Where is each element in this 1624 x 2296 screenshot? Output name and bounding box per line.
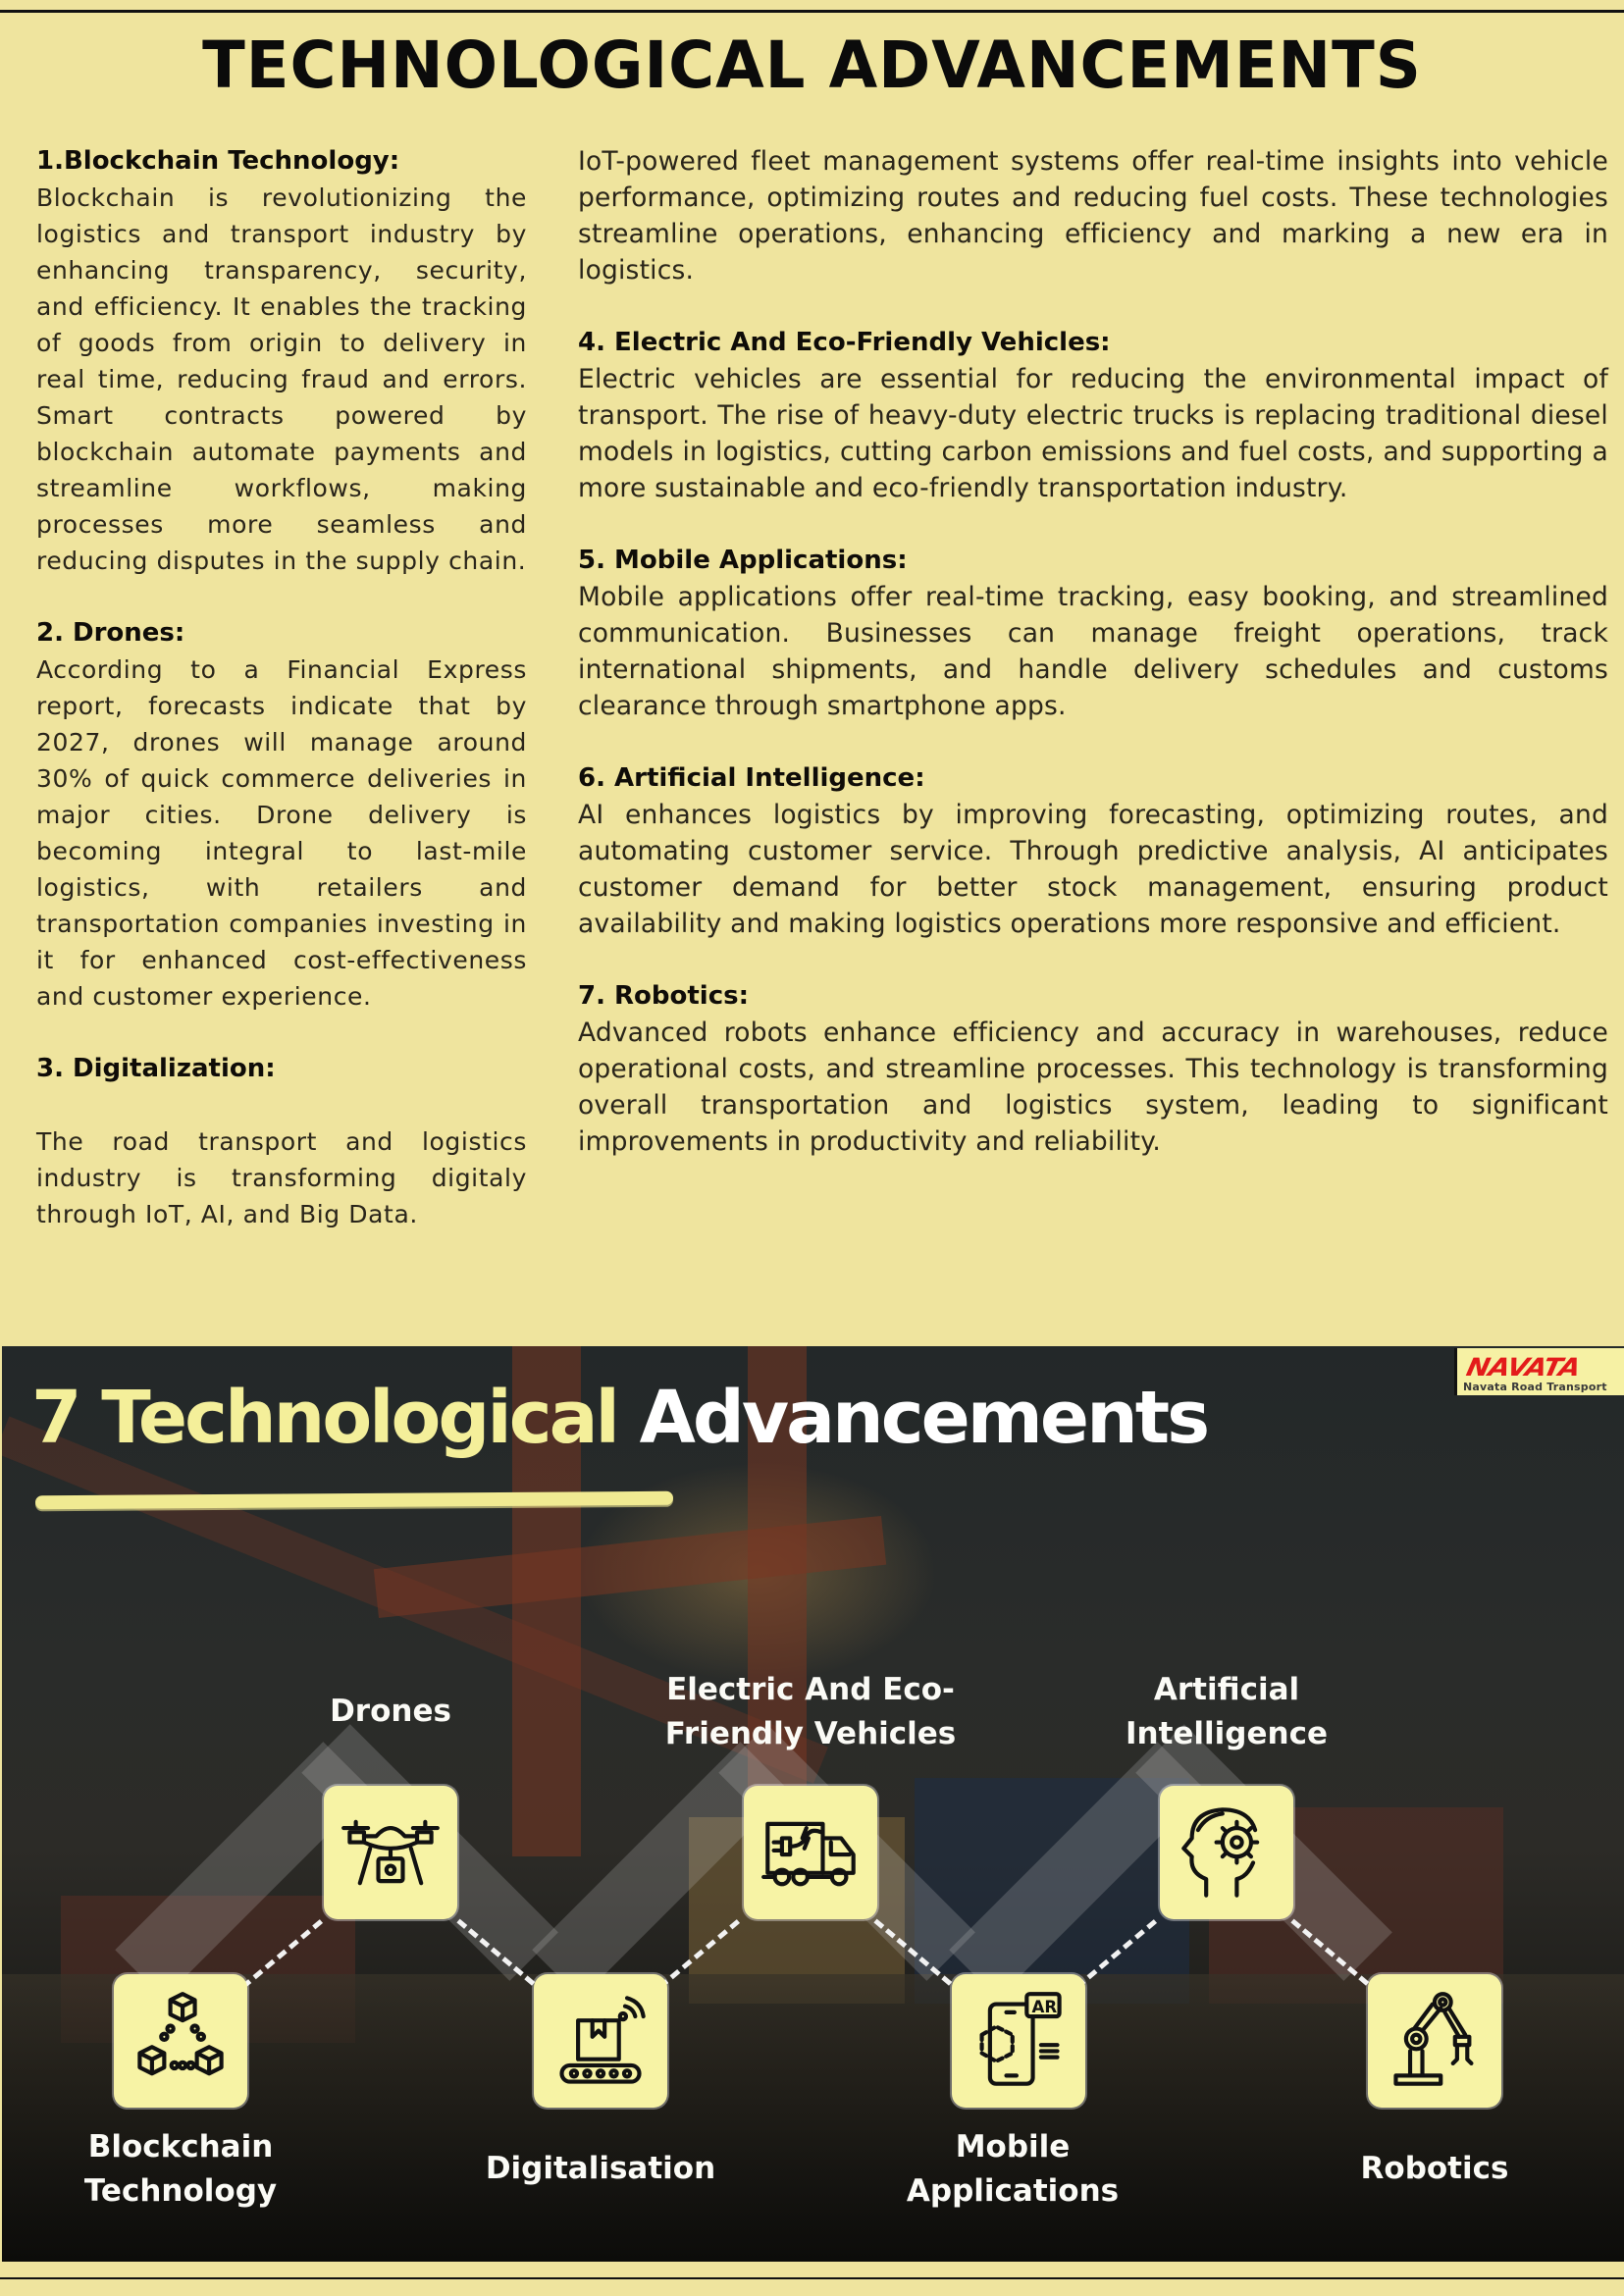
section-heading-mobile: 5. Mobile Applications: — [578, 546, 908, 575]
section-heading-drones: 2. Drones: — [36, 618, 185, 648]
svg-text:AR: AR — [1031, 1997, 1058, 2016]
section-heading-blockchain: 1.Blockchain Technology: — [36, 146, 400, 176]
top-rule — [0, 10, 1624, 13]
logo-text: Navata Road Transport — [1463, 1381, 1607, 1393]
node-robotics — [1368, 1974, 1501, 2108]
infographic-image — [2, 1346, 1624, 2262]
infographic-title-rest: Advancements — [639, 1376, 1208, 1460]
node-digitalisation — [534, 1974, 667, 2108]
node-label-artificial-intelligence: Artificial Intelligence — [1125, 1672, 1328, 1751]
node-label-robotics: Robotics — [1360, 2151, 1509, 2186]
blockchain-icon — [130, 1990, 232, 2092]
logo-mark: NAVATA — [1463, 1352, 1583, 1383]
section-body-digitalization-continued: IoT-powered fleet management systems offer real-time insights into vehicle performance, optimizing routes and reducing fuel costs. These technologies streamline operations, enhancing efficiency and marking a new era in logistics. — [578, 146, 1608, 286]
section-heading-digitalization: 3. Digitalization: — [36, 1054, 276, 1083]
navata-logo — [1454, 1348, 1624, 1395]
node-artificial-intelligence — [1160, 1786, 1293, 1919]
section-body-mobile: Mobile applications offer real-time tracking, easy booking, and streamlined communication. Businesses can manage freight operations, track international shipments, and handle delivery schedules and customs clearance through smartphone apps. — [578, 582, 1608, 721]
node-blockchain — [114, 1974, 247, 2108]
node-electric-vehicles — [744, 1786, 877, 1919]
section-body-ai: AI enhances logistics by improving forecasting, optimizing routes, and automating customer service. Through predictive analysis, AI anticipates customer demand for better stock management, ensuring product availability and making logistics operations more responsive and efficient. — [578, 800, 1608, 939]
electric-truck-icon — [760, 1801, 862, 1904]
drone-icon — [340, 1801, 442, 1904]
right-column — [578, 143, 1608, 1160]
node-label-mobile-applications: Mobile Applications — [906, 2129, 1120, 2209]
conveyor-box-icon — [550, 1990, 652, 2092]
node-label-drones: Drones — [330, 1694, 451, 1729]
node-mobile-applications — [952, 1974, 1085, 2108]
section-body-blockchain: Blockchain is revolutionizing the logistics and transport industry by enhancing transparency, security, and efficiency. It enables the tracking of goods from origin to delivery in real time, reducing fraud and errors. Smart contracts powered by blockchain automate payments and streamline workflows, making processes more seamless and reducing disputes in the supply chain. — [36, 183, 527, 575]
infographic-title-highlight: 7 Technological — [31, 1376, 617, 1460]
section-heading-robotics: 7. Robotics: — [578, 981, 750, 1011]
section-body-digitalization: The road transport and logistics industry is transforming digitaly through IoT, AI, and Big Data. — [36, 1127, 527, 1228]
infographic-title — [31, 1376, 1207, 1460]
section-heading-ai: 6. Artificial Intelligence: — [578, 763, 925, 793]
node-label-digitalisation: Digitalisation — [485, 2151, 716, 2186]
section-heading-electric: 4. Electric And Eco-Friendly Vehicles: — [578, 328, 1111, 357]
node-label-blockchain: Blockchain Technology — [83, 2129, 278, 2209]
node-drones — [324, 1786, 457, 1919]
node-label-electric-vehicles: Electric And Eco- Friendly Vehicles — [664, 1672, 957, 1751]
ar-phone-icon — [968, 1990, 1070, 2092]
page-title: TECHNOLOGICAL ADVANCEMENTS — [202, 27, 1422, 103]
section-body-drones: According to a Financial Express report, forecasts indicate that by 2027, drones will manage around 30% of quick commerce deliveries in major cities. Drone delivery is becoming integral to last-mile logistics, with retailers and transportation companies investing in it for enhanced cost-effectiveness and customer experience. — [36, 655, 527, 1011]
section-body-robotics: Advanced robots enhance efficiency and accuracy in warehouses, reduce operational costs, and streamline processes. This technology is transforming overall transportation and logistics system, leading to significant improvements in productivity and reliability. — [578, 1018, 1608, 1157]
ai-head-gear-icon — [1176, 1801, 1278, 1904]
left-column — [36, 143, 527, 1232]
bottom-rule — [0, 2277, 1624, 2279]
robot-arm-icon — [1384, 1990, 1486, 2092]
section-body-electric: Electric vehicles are essential for reducing the environmental impact of transport. The rise of heavy-duty electric trucks is replacing traditional diesel models in logistics, cutting carbon emissions and fuel costs, and supporting a more sustainable and eco-friendly transportation industry. — [578, 364, 1608, 503]
